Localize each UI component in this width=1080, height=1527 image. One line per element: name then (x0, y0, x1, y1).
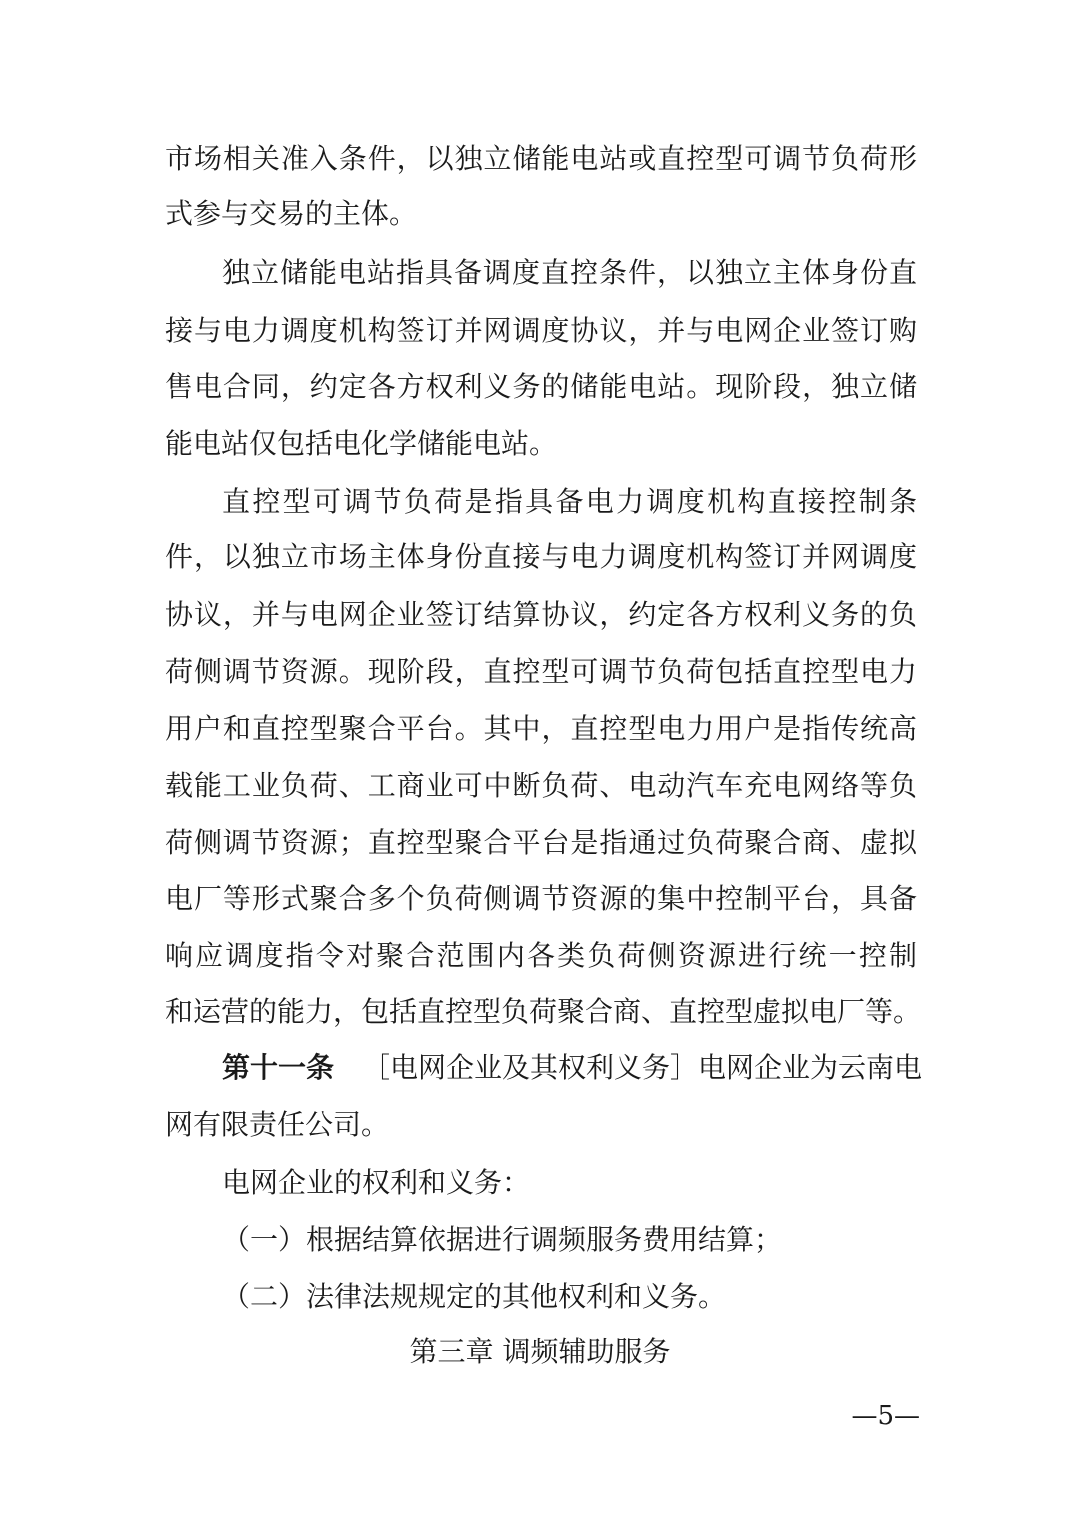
paragraph-3-line-5: 用户和直控型聚合平台。其中，直控型电力用户是指传统高 (165, 712, 917, 745)
article-11-line-1 (222, 1050, 923, 1086)
rights-item-1: （一）根据结算依据进行调频服务费用结算； (222, 1223, 783, 1256)
article-11-label: 第十一条 (222, 1051, 335, 1084)
page-number: —5— (851, 1401, 920, 1431)
paragraph-1-line-2: 式参与交易的主体。 (165, 197, 418, 230)
paragraph-3-line-3: 协议，并与电网企业签订结算协议，约定各方权利义务的负 (165, 598, 917, 631)
paragraph-3-line-9: 响应调度指令对聚合范围内各类负荷侧资源进行统一控制 (165, 939, 917, 972)
paragraph-2-line-3: 售电合同，约定各方权利义务的储能电站。现阶段，独立储 (165, 370, 917, 403)
chapter-heading: 第三章 调频辅助服务 (409, 1335, 671, 1368)
paragraph-3-line-7: 荷侧调节资源；直控型聚合平台是指通过负荷聚合商、虚拟 (165, 826, 917, 859)
paragraph-3-line-10: 和运营的能力，包括直控型负荷聚合商、直控型虚拟电厂等。 (165, 995, 922, 1028)
paragraph-2-line-1: 独立储能电站指具备调度直控条件，以独立主体身份直 (222, 256, 917, 289)
paragraph-3-line-1: 直控型可调节负荷是指具备电力调度机构直接控制条 (222, 485, 917, 518)
article-11-line-2: 网有限责任公司。 (165, 1108, 390, 1141)
paragraph-3-line-8: 电厂等形式聚合多个负荷侧调节资源的集中控制平台，具备 (165, 882, 917, 915)
paragraph-2-line-4: 能电站仅包括电化学储能电站。 (165, 427, 558, 460)
paragraph-2-line-2: 接与电力调度机构签订并网调度协议，并与电网企业签订购 (165, 314, 917, 347)
rights-item-2: （二）法律法规规定的其他权利和义务。 (222, 1280, 727, 1313)
article-11-text: ［电网企业及其权利义务］电网企业为云南电 (362, 1051, 923, 1084)
paragraph-3-line-4: 荷侧调节资源。现阶段，直控型可调节负荷包括直控型电力 (165, 655, 917, 688)
paragraph-3-line-6: 载能工业负荷、工商业可中断负荷、电动汽车充电网络等负 (165, 769, 917, 802)
rights-intro-line: 电网企业的权利和义务： (222, 1166, 531, 1199)
paragraph-1-line-1: 市场相关准入条件，以独立储能电站或直控型可调节负荷形 (165, 142, 917, 175)
paragraph-3-line-2: 件，以独立市场主体身份直接与电力调度机构签订并网调度 (165, 540, 917, 573)
